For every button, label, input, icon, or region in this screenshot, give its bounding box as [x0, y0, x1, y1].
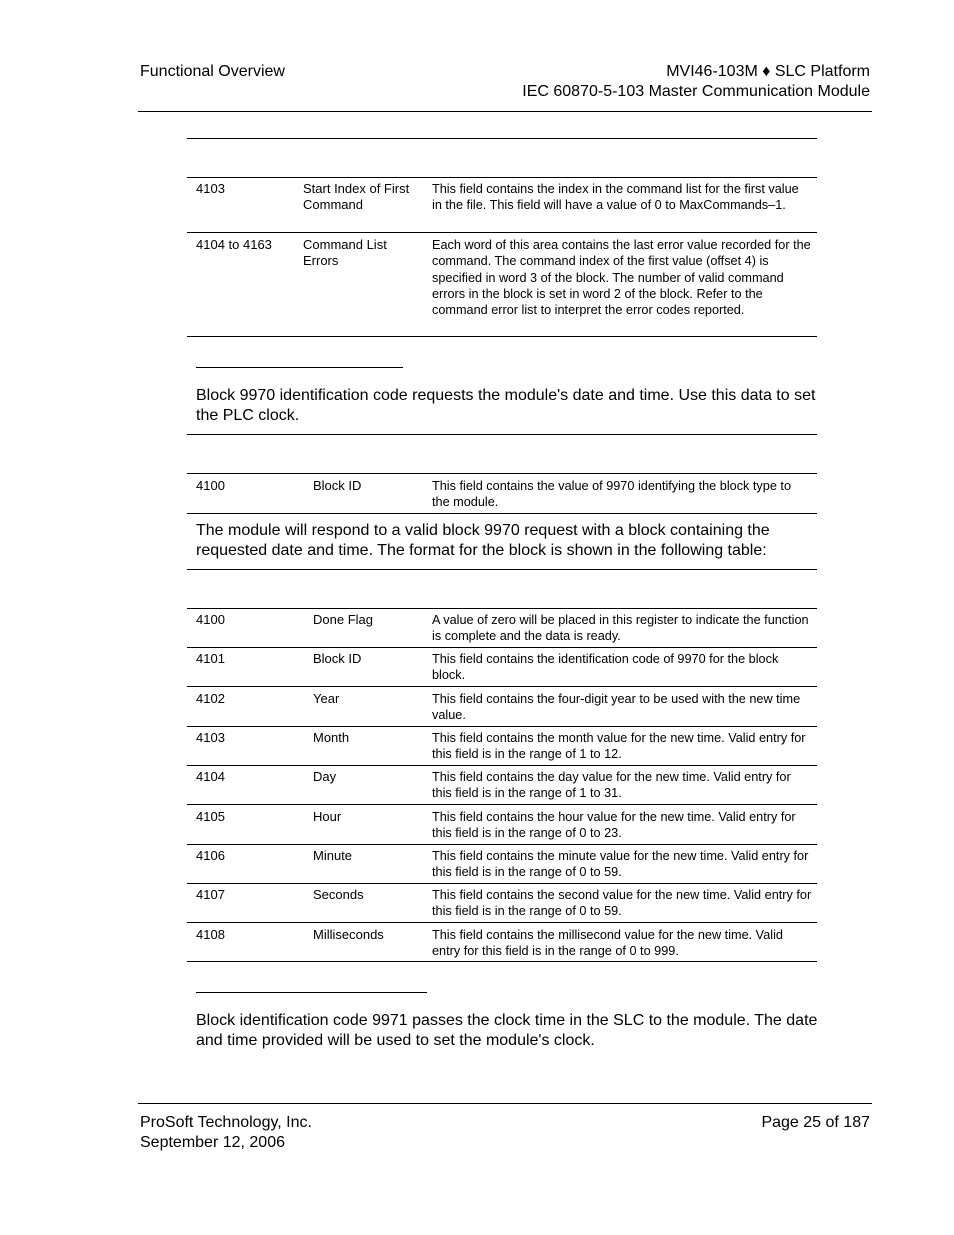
table1-row2-offset: 4104 to 4163 [196, 237, 272, 252]
table3-row4-field: Month [313, 730, 350, 745]
paragraph-response: The module will respond to a valid block 9970 request with a block containing the requested date and time. The format for the block is shown in the following table: [196, 522, 770, 559]
table3-row6-field: Hour [313, 809, 342, 824]
table3-row8-field: Seconds [313, 887, 364, 902]
table3-row-rule [187, 686, 817, 687]
table2-row1-desc: This field contains the value of 9970 identifying the block type to the module. [432, 479, 791, 510]
table1-bottom-rule [187, 336, 817, 337]
table3-row9-field: Milliseconds [313, 927, 384, 942]
paragraph-block-9971: Block identification code 9971 passes the clock time in the SLC to the module. The date and time provided will be used to set the module's clock. [196, 1012, 818, 1049]
table3-row9-offset: 4108 [196, 927, 225, 942]
table3-row3-desc: This field contains the four-digit year to be used with the new time value. [432, 692, 801, 723]
table1-row1-desc: This field contains the index in the command list for the first value in the file. This field will have a value of 0 to MaxCommands–1. [432, 182, 799, 213]
table3-row7-offset: 4106 [196, 848, 225, 863]
footer-company: ProSoft Technology, Inc. [140, 1114, 312, 1131]
footer-rule [138, 1103, 872, 1104]
table2-row1-offset: 4100 [196, 478, 225, 493]
table3-row-rule [187, 647, 817, 648]
table2-top-rule [187, 434, 817, 435]
table3-row6-offset: 4105 [196, 809, 225, 824]
table1-row-rule [187, 232, 817, 233]
table3-row-rule [187, 883, 817, 884]
table3-row1-field: Done Flag [313, 612, 373, 627]
table2-bottom-rule [187, 513, 817, 514]
table3-row2-field: Block ID [313, 651, 362, 666]
table3-row-rule [187, 726, 817, 727]
table2-row1-field: Block ID [313, 478, 362, 493]
table3-row5-offset: 4104 [196, 769, 225, 784]
table3-row5-desc: This field contains the day value for the new time. Valid entry for this field is in the range of 1 to 31. [432, 770, 791, 801]
table3-row4-desc: This field contains the month value for the new time. Valid entry for this field is in the range of 1 to 12. [432, 731, 806, 762]
paragraph-block-9970: Block 9970 identification code requests the module's date and time. Use this data to set the PLC clock. [196, 387, 816, 424]
table3-row-rule [187, 765, 817, 766]
header-section-title: Functional Overview [140, 63, 285, 80]
header-subtitle: IEC 60870-5-103 Master Communication Module [522, 83, 870, 100]
table3-top-rule [187, 569, 817, 570]
table3-row2-desc: This field contains the identification code of 9970 for the block block. [432, 652, 779, 683]
header-rule [138, 111, 872, 112]
table3-row-rule [187, 844, 817, 845]
table3-bottom-rule [187, 961, 817, 962]
table3-row8-offset: 4107 [196, 887, 225, 902]
table1-row2-desc: Each word of this area contains the last error value recorded for the command. The command index of the first value (offset 4) is specified in word 3 of the block. The number of valid command errors in the block is set in word 2 of the block. Refer to the command error list to interpret the error codes reported. [432, 238, 811, 318]
table3-row7-field: Minute [313, 848, 353, 863]
table3-row9-desc: This field contains the millisecond value for the new time. Valid entry for this field is in the range of 0 to 999. [432, 928, 783, 959]
table3-row8-desc: This field contains the second value for the new time. Valid entry for this field is in the range of 0 to 59. [432, 888, 812, 919]
table1-header-rule [187, 177, 817, 178]
table3-row3-field: Year [313, 691, 340, 706]
table3-row-rule [187, 922, 817, 923]
section2-heading-rule [196, 992, 427, 993]
table3-row2-offset: 4101 [196, 651, 225, 666]
footer-page-number: Page 25 of 187 [761, 1114, 870, 1131]
table1-top-rule [187, 138, 817, 139]
section1-heading-rule [196, 367, 403, 368]
table3-header-rule [187, 608, 817, 609]
table3-row5-field: Day [313, 769, 337, 784]
table3-row6-desc: This field contains the hour value for the new time. Valid entry for this field is in the range of 0 to 23. [432, 810, 796, 841]
table1-row1-offset: 4103 [196, 181, 225, 196]
table3-row1-desc: A value of zero will be placed in this register to indicate the function is complete and the data is ready. [432, 613, 809, 644]
footer-date: September 12, 2006 [140, 1134, 285, 1151]
table3-row4-offset: 4103 [196, 730, 225, 745]
table3-row7-desc: This field contains the minute value for the new time. Valid entry for this field is in the range of 0 to 59. [432, 849, 809, 880]
table3-row-rule [187, 804, 817, 805]
header-product: MVI46-103M ♦ SLC Platform [666, 63, 870, 80]
table1-row1-field: Start Index of First Command [303, 181, 410, 212]
table3-row1-offset: 4100 [196, 612, 225, 627]
table3-row3-offset: 4102 [196, 691, 225, 706]
table2-header-rule [187, 473, 817, 474]
table1-row2-field: Command List Errors [303, 237, 387, 268]
